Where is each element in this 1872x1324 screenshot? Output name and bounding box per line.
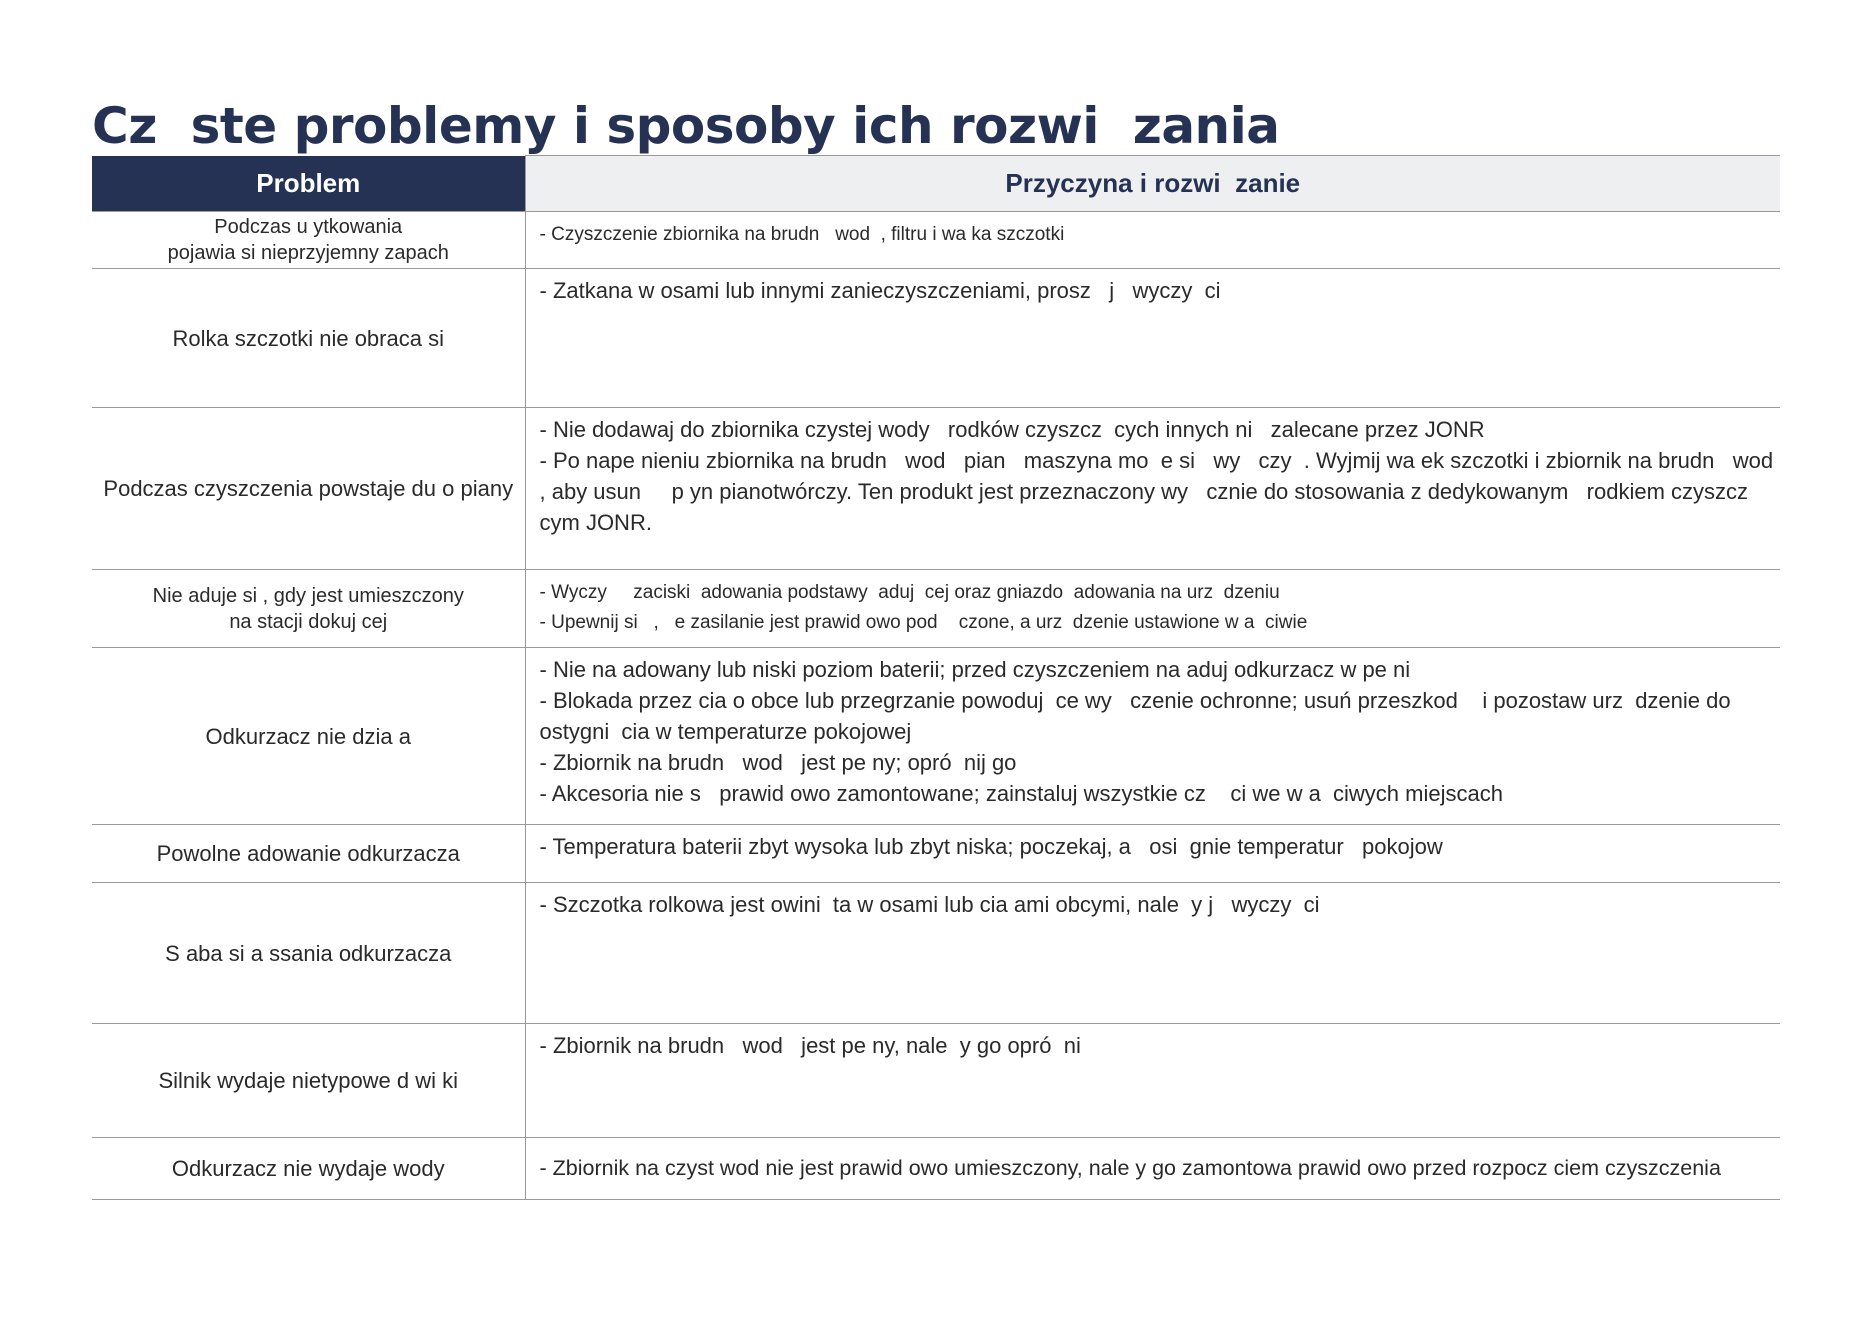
solution-line: - Nie dodawaj do zbiornika czystej wody rodków czyszcz cych innych ni zalecane przez JONR <box>539 417 1485 442</box>
problem-cell: Rolka szczotki nie obraca si <box>92 269 525 408</box>
solution-cell <box>525 1138 1780 1200</box>
solution-cell <box>525 212 1780 269</box>
problem-column-header: Problem <box>92 156 525 212</box>
table-row <box>92 648 1780 825</box>
solution-cell <box>525 1024 1780 1138</box>
solution-line: - Nie na adowany lub niski poziom baterii; przed czyszczeniem na aduj odkurzacz w pe ni <box>539 657 1411 682</box>
problem-cell: Podczas u ytkowania pojawia si nieprzyjemny zapach <box>92 212 525 269</box>
problem-cell: Silnik wydaje nietypowe d wi ki <box>92 1024 525 1138</box>
solution-line: - Akcesoria nie s prawid owo zamontowane; zainstaluj wszystkie cz ci we w a ciwych miejscach <box>539 781 1503 806</box>
solution-line: - Wyczy zaciski adowania podstawy aduj cej oraz gniazdo adowania na urz dzeniu <box>539 582 1280 603</box>
solution-line: - Zbiornik na brudn wod jest pe ny, nale y go opró ni <box>539 1033 1081 1058</box>
table-row <box>92 883 1780 1024</box>
problem-cell: Powolne adowanie odkurzacza <box>92 825 525 883</box>
table-row <box>92 1024 1780 1138</box>
problem-cell: Odkurzacz nie dzia a <box>92 648 525 825</box>
solution-cell <box>525 648 1780 825</box>
solution-line: - Zbiornik na brudn wod jest pe ny; opró nij go <box>539 750 1017 775</box>
problem-cell: S aba si a ssania odkurzacza <box>92 883 525 1024</box>
table-row <box>92 825 1780 883</box>
table-row <box>92 212 1780 269</box>
solution-cell <box>525 408 1786 570</box>
table-row <box>92 1138 1780 1200</box>
solution-line: - Blokada przez cia o obce lub przegrzanie powoduj ce wy czenie ochronne; usuń przeszkod i pozostaw urz dzenie do ostygni cia w temperaturze pokojowej <box>539 688 1737 744</box>
problem-cell: Podczas czyszczenia powstaje du o piany <box>92 408 525 570</box>
solution-cell <box>525 825 1780 883</box>
table-row <box>92 269 1780 408</box>
solution-line: - Temperatura baterii zbyt wysoka lub zbyt niska; poczekaj, a osi gnie temperatur pokojow <box>539 834 1443 859</box>
solution-line: - Upewnij si , e zasilanie jest prawid owo pod czone, a urz dzenie ustawione w a ciwie <box>539 612 1308 633</box>
solution-line: - Czyszczenie zbiornika na brudn wod , filtru i wa ka szczotki <box>539 224 1065 245</box>
troubleshooting-table <box>92 155 1786 1200</box>
solution-cell <box>525 269 1780 408</box>
page-title: Cz ste problemy i sposoby ich rozwi zania <box>92 97 1280 155</box>
solution-column-header: Przyczyna i rozwi zanie <box>525 156 1780 212</box>
table-row <box>92 570 1780 648</box>
table-header-row <box>92 156 1780 212</box>
solution-cell <box>525 570 1780 648</box>
solution-line: - Zatkana w osami lub innymi zanieczyszczeniami, prosz j wyczy ci <box>539 278 1221 303</box>
solution-line: - Po nape nieniu zbiornika na brudn wod pian maszyna mo e si wy czy . Wyjmij wa ek szczotki i zbiornik na brudn wod , aby usun p yn pianotwórczy. Ten produkt jest przeznaczony wy cznie do stosowania z dedykowanym rodkiem czyszcz cym JONR. <box>539 448 1786 535</box>
problem-cell: Odkurzacz nie wydaje wody <box>92 1138 525 1200</box>
problem-cell: Nie aduje si , gdy jest umieszczony na stacji dokuj cej <box>92 570 525 648</box>
solution-cell <box>525 883 1780 1024</box>
solution-line: - Szczotka rolkowa jest owini ta w osami lub cia ami obcymi, nale y j wyczy ci <box>539 892 1320 917</box>
solution-line: - Zbiornik na czyst wod nie jest prawid owo umieszczony, nale y go zamontowa prawid owo przed rozpocz ciem czyszczenia <box>539 1156 1721 1180</box>
table-row <box>92 408 1780 570</box>
